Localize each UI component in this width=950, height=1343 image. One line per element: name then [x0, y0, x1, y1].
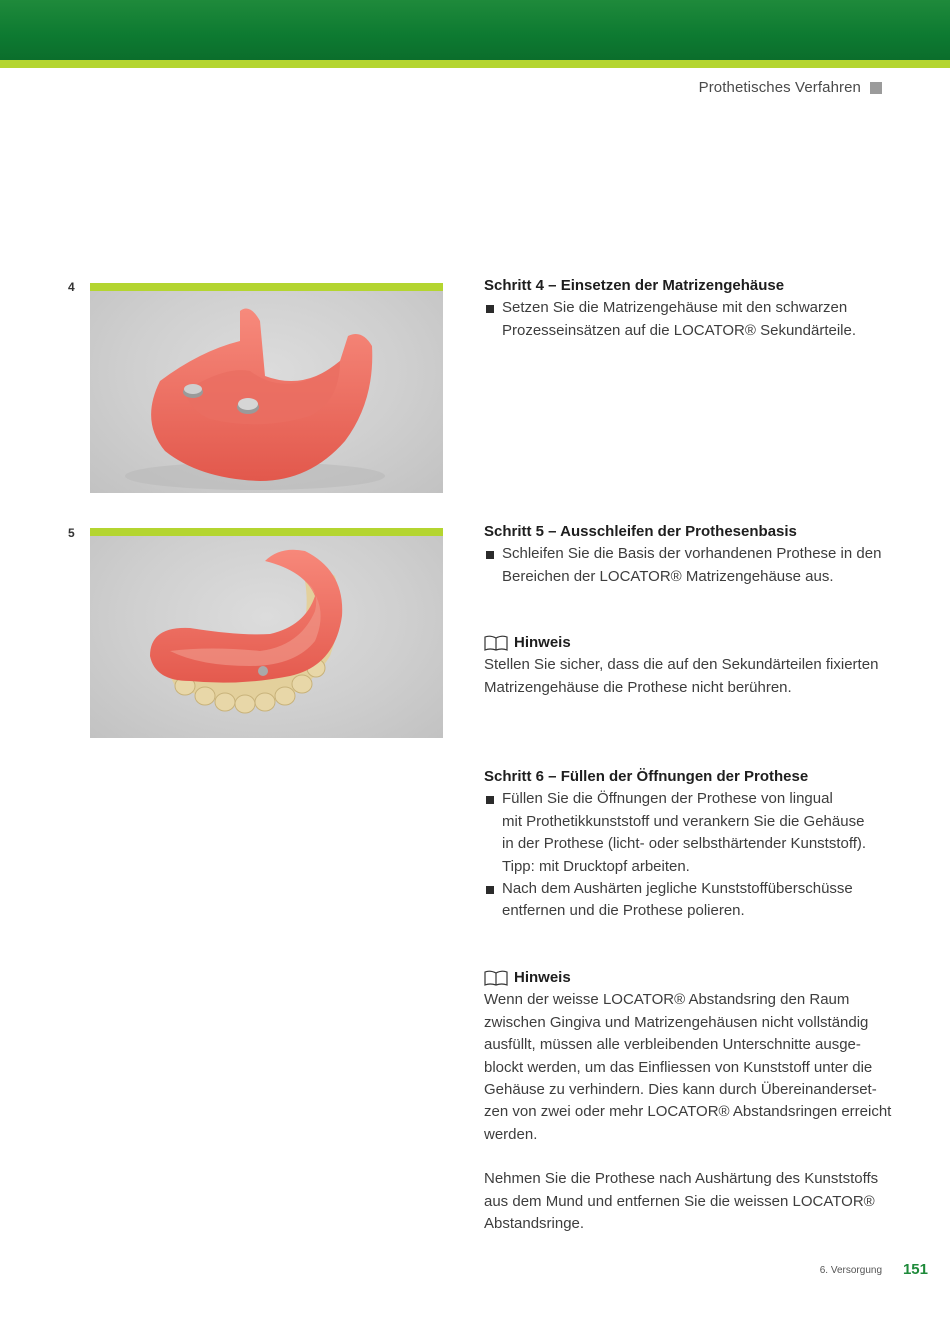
step-4-bullet [484, 297, 894, 342]
bullet-line: Tipp: mit Drucktopf arbeiten. [502, 857, 690, 875]
note-line: blockt werden, um das Einfliessen von Kunststoff unter die [484, 1058, 873, 1076]
note-2-title-row [484, 967, 894, 989]
note-1-title-row [484, 632, 894, 654]
bullet-line: Bereichen der LOCATOR® Matrizengehäuse aus. [502, 567, 834, 585]
section-title: Prothetisches Verfahren [698, 79, 861, 96]
note-line: Nehmen Sie die Prothese nach Aushärtung des Kunststoffs [484, 1170, 879, 1188]
figure-number-5: 5 [68, 526, 75, 540]
header-accent-stripe [0, 60, 950, 68]
bullet-line: Prozesseinsätzen auf die LOCATOR® Sekundärteile. [502, 321, 857, 339]
note-line: Stellen Sie sicher, dass die auf den Sekundärteilen fixierten [484, 656, 879, 674]
note-line: zwischen Gingiva und Matrizengehäusen nicht vollständig [484, 1013, 869, 1031]
paragraph-gap [484, 1146, 894, 1168]
figure-5-accent-bar [90, 528, 443, 536]
figure-4-photo [90, 291, 443, 493]
denture-illustration [90, 536, 443, 738]
step-5-bullet [484, 543, 894, 588]
step-5-title: Schritt 5 – Ausschleifen der Prothesenbasis [484, 523, 797, 540]
note-2-title: Hinweis [514, 969, 571, 986]
note-1-title: Hinweis [514, 634, 571, 651]
note-line: Matrizengehäuse die Prothese nicht berühren. [484, 678, 792, 696]
note-2-block [484, 967, 894, 1235]
step-4-block [484, 275, 894, 342]
header-band [0, 0, 950, 60]
note-1-block [484, 632, 894, 699]
step-4-title: Schritt 4 – Einsetzen der Matrizengehäuse [484, 277, 785, 294]
note-line: ausfüllt, müssen alle verbleibenden Unterschnitte ausge- [484, 1036, 861, 1054]
bullet-line: Schleifen Sie die Basis der vorhandenen Prothese in den [502, 545, 882, 563]
bullet-line: Setzen Sie die Matrizengehäuse mit den schwarzen [502, 299, 848, 317]
bullet-line: entfernen und die Prothese polieren. [502, 902, 745, 920]
bullet-line: in der Prothese (licht- oder selbsthärtender Kunststoff). [502, 835, 867, 853]
lower-jaw-model-illustration [90, 291, 443, 493]
note-line: Gehäuse zu verhindern. Dies kann durch Übereinanderset- [484, 1081, 877, 1099]
figure-number-4: 4 [68, 280, 75, 294]
step-6-title: Schritt 6 – Füllen der Öffnungen der Prothese [484, 768, 809, 785]
note-line: Abstandsringe. [484, 1215, 585, 1233]
step-6-block [484, 766, 894, 923]
bullet-line: mit Prothetikkunststoff und verankern Sie die Gehäuse [502, 812, 865, 830]
figure-5-photo [90, 536, 443, 738]
footer-section-label: 6. Versorgung [819, 1265, 882, 1276]
bullet-line: Füllen Sie die Öffnungen der Prothese von lingual [502, 790, 833, 808]
step-5-block [484, 521, 894, 588]
section-marker-square [870, 82, 882, 94]
book-icon [484, 970, 508, 986]
note-line: Wenn der weisse LOCATOR® Abstandsring den Raum [484, 991, 850, 1009]
figure-4-accent-bar [90, 283, 443, 291]
note-line: aus dem Mund und entfernen Sie die weissen LOCATOR® [484, 1192, 875, 1210]
note-line: werden. [484, 1125, 538, 1143]
step-6-bullet-2 [484, 878, 894, 923]
page-number: 151 [902, 1261, 928, 1278]
book-icon [484, 635, 508, 651]
step-6-bullet-1 [484, 788, 894, 878]
note-line: zen von zwei oder mehr LOCATOR® Abstandsringen erreicht [484, 1103, 892, 1121]
bullet-line: Nach dem Aushärten jegliche Kunststoffüberschüsse [502, 880, 853, 898]
